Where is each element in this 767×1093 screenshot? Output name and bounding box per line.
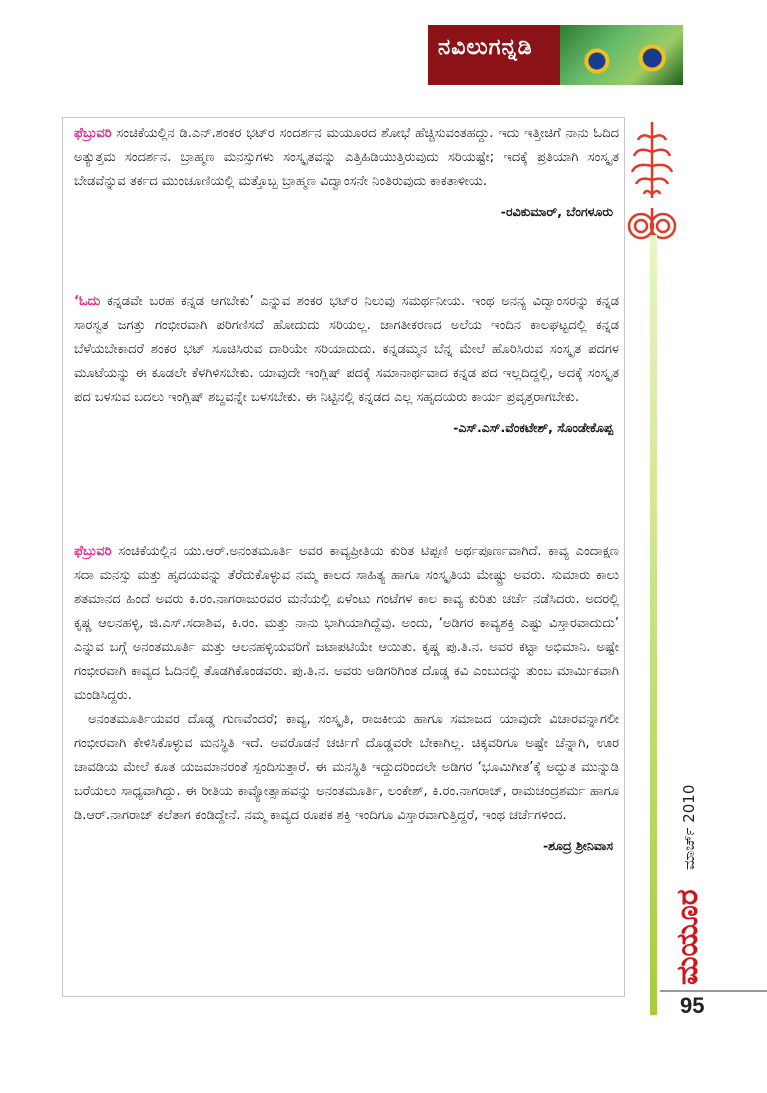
letter-2 <box>74 290 619 440</box>
decorative-vertical-line <box>650 235 657 1015</box>
page-number: 95 <box>680 993 705 1018</box>
letter-body: ಕನ್ನಡವೇ ಬರಹ ಕನ್ನಡ ಆಗಬೇಕು’ ಎನ್ನುವ ಶಂಕರ ಭಟ್‌ರ ನಿಲುವು ಸಮರ್ಥನೀಯ. ಇಂಥ ಅನನ್ಯ ವಿದ್ವಾಂಸರನ್ನು ಕನ್ನಡ ಸಾರಸ್ವತ ಜಗತ್ತು ಗಂಭೀರವಾಗಿ ಪರಿಗಣಿಸದೆ ಹೋದುದು ಸರಿಯಲ್ಲ. ಜಾಗತೀಕರಣದ ಅಲೆಯ ಇಂದಿನ ಕಾಲಘಟ್ಟದಲ್ಲಿ ಕನ್ನಡ ಬೆಳೆಯಬೇಕಾದರೆ ಶಂಕರ ಭಟ್ ಸೂಚಿಸಿರುವ ದಾರಿಯೇ ಸರಿಯಾದುದು. ಕನ್ನಡಮ್ಮನ ಬೆನ್ನ ಮೇಲೆ ಹೊರಿಸಿರುವ ಸಂಸ್ಕೃತ ಪದಗಳ ಮೂಟೆಯನ್ನು ಈ ಕೂಡಲೇ ಕೆಳಗಿಳಿಸಬೇಕು. ಯಾವುದೇ ಇಂಗ್ಲಿಷ್ ಪದಕ್ಕೆ ಸಮಾನಾರ್ಥವಾದ ಕನ್ನಡ ಪದ ಇಲ್ಲದಿದ್ದಲ್ಲಿ, ಅದಕ್ಕೆ ಸಂಸ್ಕೃತ ಪದ ಬಳಸುವ ಬದಲು ಇಂಗ್ಲಿಷ್ ಶಬ್ದವನ್ನೇ ಬಳಸಬೇಕು. ಈ ನಿಟ್ಟಿನಲ್ಲಿ ಕನ್ನಡದ ಎಲ್ಲ ಸಹೃದಯರು ಕಾರ್ಯ ಪ್ರವೃತ್ತರಾಗಬೇಕು. <box>74 294 619 405</box>
letter-body: ಸಂಚಿಕೆಯಲ್ಲಿನ ಡಿ.ಎನ್.ಶಂಕರ ಭಟ್‌ರ ಸಂದರ್ಶನ ಮಯೂರದ ಶೋಭೆ ಹೆಚ್ಚಿಸುವಂತಹದ್ದು. ಇದು ಇತ್ತೀಚಿಗೆ ನಾನು ಓದಿದ ಅತ್ಯುತ್ತಮ ಸಂದರ್ಶನ. ಬ್ರಾಹ್ಮಣ ಮನಸ್ಸುಗಳು ಸಂಸ್ಕೃತವನ್ನು ಎತ್ತಿಹಿಡಿಯುತ್ತಿರುವುದು ಸರಿಯಷ್ಟೇ; ಇದಕ್ಕೆ ಪ್ರತಿಯಾಗಿ ಸಂಸ್ಕೃತ ಬೇಡವೆನ್ನುವ ತರ್ಕದ ಮುಂಚೂಣಿಯಲ್ಲಿ ಮತ್ತೊಬ್ಬ ಬ್ರಾಹ್ಮಣ ವಿದ್ವಾಂಸನೇ ನಿಂತಿರುವುದು ಕಾಕತಾಳೀಯ. <box>74 126 619 189</box>
letter-body: ಸಂಚಿಕೆಯಲ್ಲಿನ ಯು.ಆರ್.ಅನಂತಮೂರ್ತಿ ಅವರ ಕಾವ್ಯಪ್ರೀತಿಯ ಕುರಿತ ಟಿಪ್ಪಣಿ ಅರ್ಥಪೂರ್ಣವಾಗಿದೆ. ಕಾವ್ಯ ಎಂದಾಕ್ಷಣ ಸದಾ ಮನಸ್ಸು ಮತ್ತು ಹೃದಯವನ್ನು ತೆರೆದುಕೊಳ್ಳುವ ನಮ್ಮ ಕಾಲದ ಸಾಹಿತ್ಯ ಹಾಗೂ ಸಂಸ್ಕೃತಿಯ ಮೇಷ್ಟ್ರು ಅವರು. ಸುಮಾರು ಕಾಲು ಶತಮಾನದ ಹಿಂದೆ ಅವರು ಕಿ.ರಂ.ನಾಗರಾಜುರವರ ಮನೆಯಲ್ಲಿ ಏಳೆಂಟು ಗಂಟೆಗಳ ಕಾಲ ಕಾವ್ಯ ಕುರಿತು ಚರ್ಚೆ ನಡೆಸಿದರು. ಅದರಲ್ಲಿ ಕೃಷ್ಣ ಆಲನಹಳ್ಳಿ, ಜಿ.ಎಸ್.ಸದಾಶಿವ, ಕಿ.ರಂ. ಮತ್ತು ನಾನು ಭಾಗಿಯಾಗಿದ್ದೆವು. ಅಂದು, ‘ಅಡಿಗರ ಕಾವ್ಯಶಕ್ತಿ ಎಷ್ಟು ವಿಸ್ತಾರವಾದುದು’ ಎನ್ನುವ ಬಗ್ಗೆ ಅನಂತಮೂರ್ತಿ ಮತ್ತು ಆಲನಹಳ್ಳಿಯವರಿಗೆ ಜಟಾಪಟಿಯೇ ಆಯಿತು. ಕೃಷ್ಣ ಪು.ತಿ.ನ. ಅವರ ಕಟ್ಟಾ ಅಭಿಮಾನಿ. ಅಷ್ಟೇ ಗಂಭೀರವಾಗಿ ಕಾವ್ಯದ ಓದಿನಲ್ಲಿ ತೊಡಗಿಕೊಂಡವರು. ಪು.ತಿ.ನ. ಅವರು ಅಡಿಗರಿಗಿಂತ ದೊಡ್ಡ ಕವಿ ಎಂಬುದನ್ನು ತುಂಬ ಮಾರ್ಮಿಕವಾಗಿ ಮಂಡಿಸಿದ್ದರು. <box>74 544 619 703</box>
letter-signature: -ಎಸ್.ಎಸ್.ವೆಂಕಟೇಶ್, ಸೊಂಡೇಕೊಪ್ಪ <box>453 420 613 435</box>
floral-ornament-icon <box>624 118 680 248</box>
letter-lead: ‘ಓದು <box>74 294 101 309</box>
magazine-logo <box>660 880 716 985</box>
letter-paragraph-2: ಅನಂತಮೂರ್ತಿಯವರ ದೊಡ್ಡ ಗುಣವೆಂದರೆ; ಕಾವ್ಯ, ಸಂಸ್ಕೃತಿ, ರಾಜಕೀಯ ಹಾಗೂ ಸಮಾಜದ ಯಾವುದೇ ವಿಚಾರವನ್ನಾಗಲೀ ಗಂಭೀರವಾಗಿ ಕೇಳಿಸಿಕೊಳ್ಳುವ ಮನಸ್ಥಿತಿ ಇದೆ. ಅವರೊಡನೆ ಚರ್ಚಿಗೆ ದೊಡ್ಡವರೇ ಬೇಕಾಗಿಲ್ಲ. ಚಿಕ್ಕವರಿಗೂ ಅಷ್ಟೇ ಚೆನ್ನಾಗಿ, ಊರ ಚಾವಡಿಯ ಮೇಲೆ ಕೂತ ಯಜಮಾನರಂತೆ ಸ್ಪಂದಿಸುತ್ತಾರೆ. ಈ ಮನಸ್ಥಿತಿ ಇದ್ದುದರಿಂದಲೇ ಅಡಿಗರ ‘ಭೂಮಿಗೀತ’ಕ್ಕೆ ಅದ್ಭುತ ಮುನ್ನುಡಿ ಬರೆಯಲು ಸಾಧ್ಯವಾಗಿದ್ದು. ಈ ರೀತಿಯ ಕಾವ್ಯೋತ್ಸಾಹವನ್ನು ಅನಂತಮೂರ್ತಿ, ಲಂಕೇಶ್, ಕಿ.ರಂ.ನಾಗರಾಜ್, ರಾಮಚಂದ್ರಶರ್ಮ ಹಾಗೂ ಡಿ.ಆರ್.ನಾಗರಾಜ್ ಕಲೆತಾಗ ಕಂಡಿದ್ದೇನೆ. ನಮ್ಮ ಕಾವ್ಯದ ರೂಪಕ ಶಕ್ತಿ ಇಂದಿಗೂ ವಿಸ್ತಾರವಾಗುತ್ತಿದ್ದರೆ, ಇಂಥ ಚರ್ಚೆಗಳಿಂದ. <box>74 712 619 823</box>
section-title: ನವಿಲುಗನ್ನಡಿ <box>438 35 533 60</box>
peacock-feather-image <box>560 25 683 85</box>
letter-lead: ಫೆಬ್ರುವರಿ <box>74 126 112 141</box>
logo-text: ಮಯೂರ <box>670 889 705 985</box>
letter-lead: ಫೆಬ್ರುವರಿ <box>74 544 112 559</box>
letter-text <box>74 540 619 708</box>
footer-divider <box>660 990 767 992</box>
letter-1 <box>74 122 619 224</box>
letter-signature: -ರವಿಕುಮಾರ್, ಬೆಂಗಳೂರು <box>500 204 613 219</box>
letter-3 <box>74 540 619 858</box>
letter-signature: -ಶೂದ್ರ ಶ್ರೀನಿವಾಸ <box>542 838 613 853</box>
letter-text <box>74 290 619 410</box>
letter-text <box>74 122 619 194</box>
section-banner <box>428 25 683 85</box>
issue-date: ಮಾರ್ಚ್ 2010 <box>680 784 698 870</box>
